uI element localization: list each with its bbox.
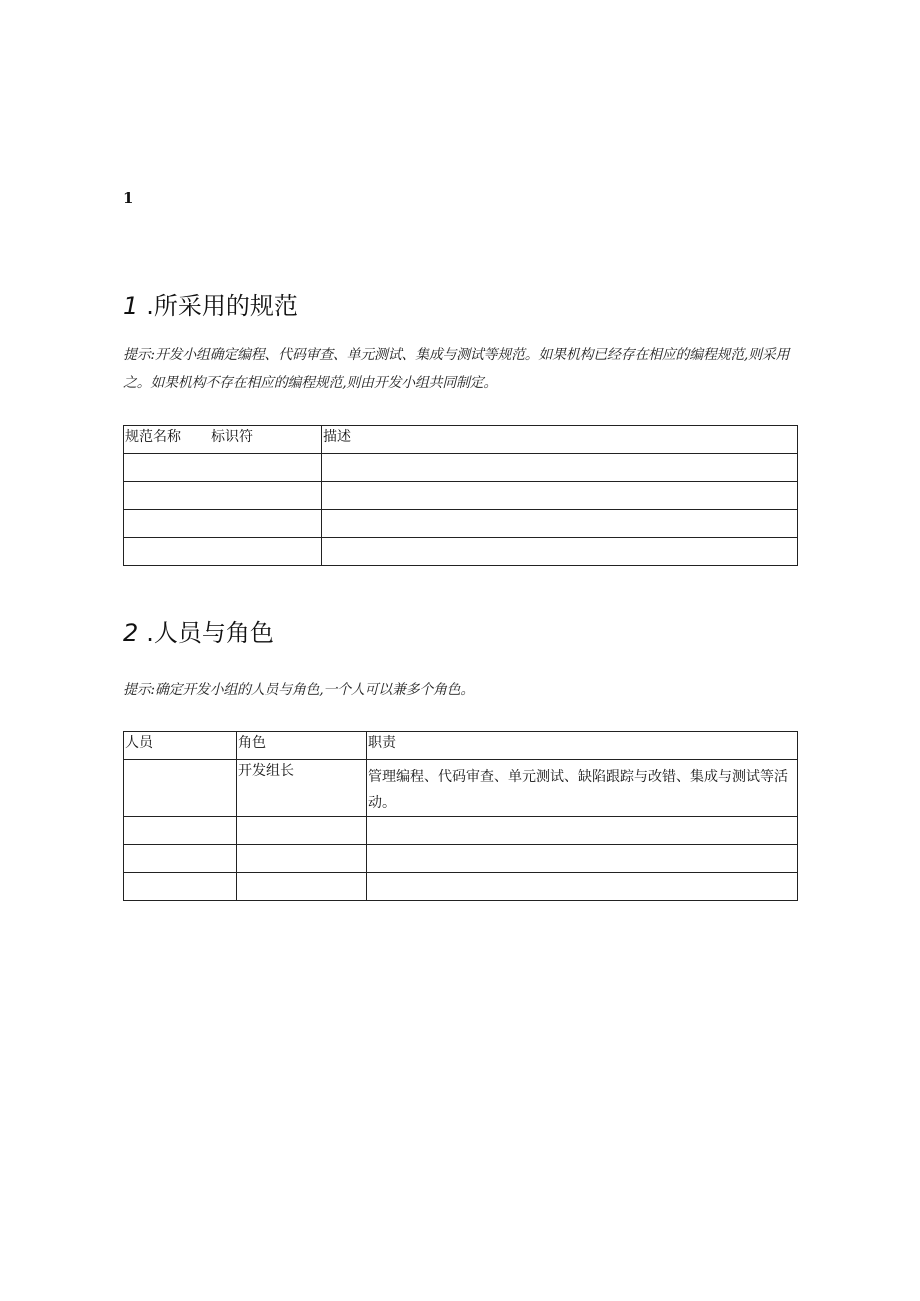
- table-cell[interactable]: [322, 510, 798, 538]
- table-cell[interactable]: [124, 538, 322, 566]
- header-role: 角色: [237, 732, 367, 760]
- section-2-title: .人员与角色: [146, 619, 274, 647]
- header-personnel: 人员: [124, 732, 237, 760]
- table-row: [124, 817, 798, 845]
- table-header-row: [124, 732, 798, 760]
- section-2-heading: [123, 617, 274, 649]
- header-standard-name: 规范名称: [125, 429, 181, 445]
- table-row: [124, 760, 798, 817]
- table-cell[interactable]: [124, 482, 322, 510]
- table-cell[interactable]: [322, 538, 798, 566]
- header-responsibility: 职责: [367, 732, 798, 760]
- section-1-hint: 提示:开发小组确定编程、代码审查、单元测试、集成与测试等规范。如果机构已经存在相应的编程规范,则采用之。如果机构不存在相应的编程规范,则由开发小组共同制定。: [123, 347, 790, 391]
- table-cell[interactable]: [367, 845, 798, 873]
- section-1-title: .所采用的规范: [146, 292, 298, 320]
- responsibility-cell[interactable]: 管理编程、代码审查、单元测试、缺陷跟踪与改错、集成与测试等活动。: [367, 760, 798, 817]
- table-cell[interactable]: [124, 817, 237, 845]
- table-cell[interactable]: [237, 845, 367, 873]
- table-row: [124, 454, 798, 482]
- header-identifier: 标识符: [211, 429, 253, 445]
- table-cell[interactable]: [322, 482, 798, 510]
- table-row: [124, 873, 798, 901]
- table-cell[interactable]: [124, 845, 237, 873]
- section-1-number: 1: [123, 292, 139, 320]
- table-cell[interactable]: [322, 454, 798, 482]
- table-row: [124, 845, 798, 873]
- personnel-table: [123, 731, 798, 901]
- table-row: [124, 510, 798, 538]
- table-cell[interactable]: [124, 454, 322, 482]
- table-cell[interactable]: [237, 873, 367, 901]
- table-cell[interactable]: [367, 817, 798, 845]
- section-2-number: 2: [123, 619, 139, 647]
- table-row: [124, 538, 798, 566]
- header-cell-name-id: [124, 426, 322, 454]
- role-cell[interactable]: 开发组长: [237, 760, 367, 817]
- section-2-hint: 提示:确定开发小组的人员与角色,一个人可以兼多个角色。: [123, 682, 475, 698]
- table-cell[interactable]: [367, 873, 798, 901]
- table-cell[interactable]: [124, 510, 322, 538]
- table-row: [124, 482, 798, 510]
- standards-table: [123, 425, 798, 566]
- table-cell[interactable]: [124, 873, 237, 901]
- section-1-heading: [123, 290, 298, 322]
- table-header-row: [124, 426, 798, 454]
- page-number: 1: [123, 189, 134, 207]
- header-description: 描述: [322, 426, 798, 454]
- table-cell[interactable]: [124, 760, 237, 817]
- table-cell[interactable]: [237, 817, 367, 845]
